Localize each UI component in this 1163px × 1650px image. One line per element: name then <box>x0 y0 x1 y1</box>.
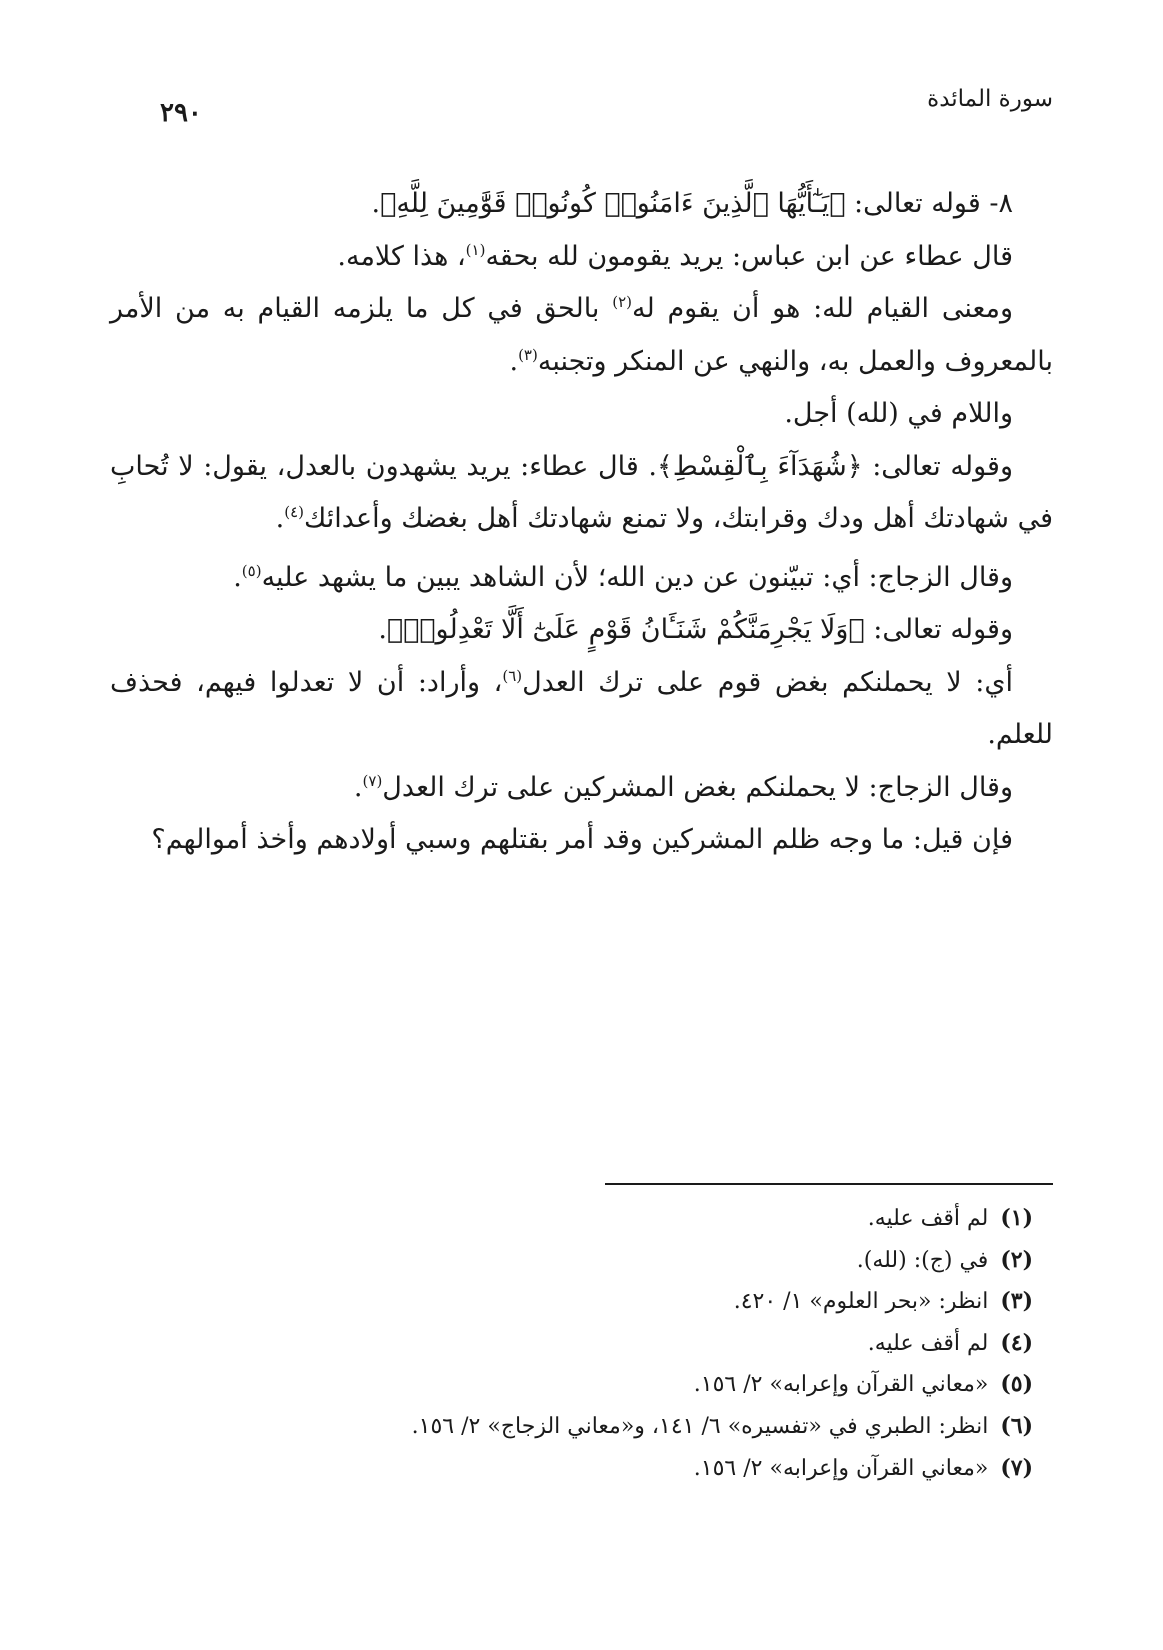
footnote-item: (٣)انظر: «بحر العلوم» ١/ ٤٢٠. <box>733 1288 1033 1315</box>
footnote-ref: (٢) <box>612 293 632 311</box>
footnote-item: (٧)«معاني القرآن وإعرابه» ٢/ ١٥٦. <box>693 1454 1033 1481</box>
footnote-ref: (٥) <box>241 561 262 580</box>
footnote-item: (٥)«معاني القرآن وإعرابه» ٢/ ١٥٦. <box>693 1371 1033 1398</box>
quran-quote: ﴿وَلَا يَجْرِمَنَّكُمْ شَنَـَٔانُ قَوْمٍ عَلَىٰٓ أَلَّا تَعْدِلُوا۟﴾ <box>386 614 865 645</box>
footnotes <box>110 1198 1053 1489</box>
quran-quote: ﴿شُهَدَآءَ بِٱلْقِسْطِ﴾ <box>656 450 863 482</box>
paragraph-lam: واللام في (لله) أجل. <box>784 398 1013 429</box>
paragraph-qiyam: ومعنى القيام لله: هو أن يقوم له$^{(٢)}$ بالحق في كل ما يلزمه القيام به من الأمر بالمعروف والعمل به، والنهي عن المنكر وتجنبه$^{(٣)}$. <box>110 293 1053 377</box>
footnote-ref: (١) <box>465 240 486 259</box>
paragraph-zajjaj-1: وقال الزجاج: أي: تبيّنون عن دين الله؛ لأن الشاهد يبين ما يشهد عليه$^{(٥)}$. <box>233 561 1013 593</box>
quran-quote: ﴿يَـٰٓأَيُّهَا ٱلَّذِينَ ءَامَنُوا۟ كُونُوا۟ قَوَّٰمِينَ لِلَّهِ﴾ <box>380 188 846 219</box>
paragraph-meaning: أي: لا يحملنكم بغض قوم على ترك العدل$^{(٦)}$، وأراد: أن لا تعدلوا فيهم، فحذف للعلم. <box>110 666 1053 750</box>
paragraph-zajjaj-2: وقال الزجاج: لا يحملنكم بغض المشركين على ترك العدل$^{(٧)}$. <box>353 771 1013 803</box>
paragraph-shuhada: وقوله تعالى: ﴿شُهَدَآءَ بِٱلْقِسْطِ﴾. قال عطاء: يريد يشهدون بالعدل، يقول: لا تُحابِ في شهادتك أهل ودك وقرابتك، ولا تمنع شهادتك أهل بغضك وأعدائك$^{(٤)}$. <box>110 450 1053 534</box>
main-text <box>110 178 1053 867</box>
footnote-item: (٦)انظر: الطبري في «تفسيره» ٦/ ١٤١، و«معاني الزجاج» ٢/ ١٥٦. <box>411 1412 1033 1439</box>
footnote-ref: (٤) <box>284 503 305 521</box>
page-number: ٢٩٠ <box>160 98 202 128</box>
footnote-ref: (٧) <box>362 771 383 790</box>
running-title: سورة المائدة <box>927 86 1053 112</box>
paragraph-verse-8: ٨- قوله تعالى: ﴿يَـٰٓأَيُّهَا ٱلَّذِينَ ءَامَنُوا۟ كُونُوا۟ قَوَّٰمِينَ لِلَّهِ﴾. <box>371 188 1013 219</box>
paragraph-question: فإن قيل: ما وجه ظلم المشركين وقد أمر بقتلهم وسبي أولادهم وأخذ أموالهم؟ <box>151 824 1013 855</box>
footnote-separator <box>605 1183 1053 1185</box>
paragraph-ata: قال عطاء عن ابن عباس: يريد يقومون لله بحقه$^{(١)}$، هذا كلامه. <box>337 240 1013 272</box>
footnote-item: (١)لم أقف عليه. <box>867 1205 1033 1231</box>
paragraph-la-yajrimannakum: وقوله تعالى: ﴿وَلَا يَجْرِمَنَّكُمْ شَنَـَٔانُ قَوْمٍ عَلَىٰٓ أَلَّا تَعْدِلُوا۟﴾. <box>378 614 1013 645</box>
footnote-item: (٢)في (ج): (لله). <box>856 1246 1033 1273</box>
footnote-ref: (٣) <box>518 345 538 364</box>
footnote-ref: (٦) <box>502 666 523 685</box>
page-header <box>160 86 1053 136</box>
footnote-item: (٤)لم أقف عليه. <box>867 1329 1033 1356</box>
